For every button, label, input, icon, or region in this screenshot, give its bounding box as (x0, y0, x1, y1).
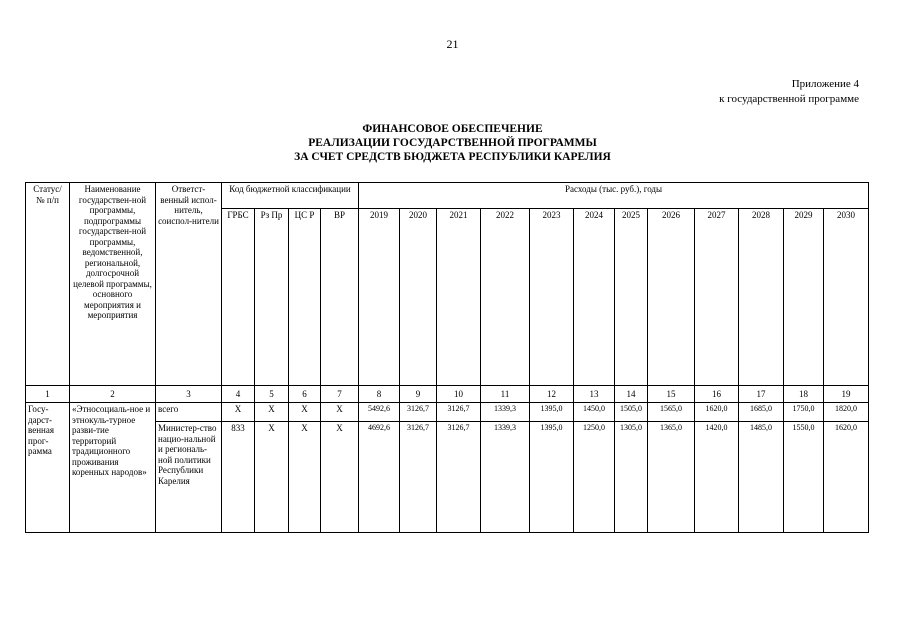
grbs-cell: 833 (222, 422, 255, 533)
vr-cell: X (321, 422, 359, 533)
value-cell: 1420,0 (695, 422, 739, 533)
value-cell: 1485,0 (739, 422, 784, 533)
value-cell: 1365,0 (648, 422, 695, 533)
header-year: 2030 (824, 209, 869, 386)
appendix-line-2: к государственной программе (719, 93, 859, 105)
grbs-cell: X (222, 403, 255, 422)
header-expenses: Расходы (тыс. руб.), годы (359, 183, 869, 209)
column-number: 15 (648, 386, 695, 403)
column-number: 13 (574, 386, 615, 403)
column-number: 5 (255, 386, 289, 403)
column-number: 10 (437, 386, 481, 403)
program-name: «Этносоциаль-ное и этнокуль-турное разви-тие территорий традиционного проживания коренных народов» (70, 403, 156, 533)
page-number: 21 (446, 37, 459, 51)
value-cell: 1505,0 (615, 403, 648, 422)
column-number: 7 (321, 386, 359, 403)
value-cell: 1395,0 (530, 422, 574, 533)
value-cell: 3126,7 (400, 422, 437, 533)
title-line-3: ЗА СЧЕТ СРЕДСТВ БЮДЖЕТА РЕСПУБЛИКИ КАРЕЛИЯ (294, 151, 611, 163)
csr-cell: X (289, 403, 321, 422)
vr-cell: X (321, 403, 359, 422)
header-year: 2023 (530, 209, 574, 386)
column-number: 9 (400, 386, 437, 403)
header-name: Наименование государствен-ной программы, подпрограммы государствен-ной программы, ведомственной, региональной, долгосрочной целевой программы, основного мероприятия и мероприятия (70, 183, 156, 386)
column-number: 8 (359, 386, 400, 403)
value-cell: 1750,0 (784, 403, 824, 422)
value-cell: 1339,3 (481, 422, 530, 533)
document-title (0, 122, 905, 164)
header-year: 2028 (739, 209, 784, 386)
header-year: 2025 (615, 209, 648, 386)
header-rzpr: Рз Пр (255, 209, 289, 386)
title-line-1: ФИНАНСОВОЕ ОБЕСПЕЧЕНИЕ (362, 123, 543, 135)
column-number: 16 (695, 386, 739, 403)
header-status: Статус/ № п/п (26, 183, 70, 386)
value-cell: 1550,0 (784, 422, 824, 533)
column-number: 11 (481, 386, 530, 403)
value-cell: 1395,0 (530, 403, 574, 422)
header-vr: ВР (321, 209, 359, 386)
header-year: 2022 (481, 209, 530, 386)
column-number: 2 (70, 386, 156, 403)
header-year: 2029 (784, 209, 824, 386)
responsible-cell: всего (156, 403, 222, 422)
header-year: 2021 (437, 209, 481, 386)
header-grbs: ГРБС (222, 209, 255, 386)
column-number: 4 (222, 386, 255, 403)
value-cell: 1685,0 (739, 403, 784, 422)
value-cell: 1339,3 (481, 403, 530, 422)
value-cell: 5492,6 (359, 403, 400, 422)
header-year: 2026 (648, 209, 695, 386)
value-cell: 1620,0 (695, 403, 739, 422)
rzpr-cell: X (255, 403, 289, 422)
header-year: 2020 (400, 209, 437, 386)
header-budget-code: Код бюджетной классификации (222, 183, 359, 209)
value-cell: 3126,7 (437, 403, 481, 422)
value-cell: 3126,7 (400, 403, 437, 422)
value-cell: 1250,0 (574, 422, 615, 533)
column-number: 18 (784, 386, 824, 403)
value-cell: 1620,0 (824, 422, 869, 533)
program-status: Госу-дарст-венная прог-рамма (26, 403, 70, 533)
csr-cell: X (289, 422, 321, 533)
header-responsible: Ответст-венный испол-нитель, соиспол-нители (156, 183, 222, 386)
appendix-note (719, 77, 859, 107)
column-number: 14 (615, 386, 648, 403)
value-cell: 3126,7 (437, 422, 481, 533)
column-number: 19 (824, 386, 869, 403)
column-number: 1 (26, 386, 70, 403)
header-year: 2027 (695, 209, 739, 386)
value-cell: 4692,6 (359, 422, 400, 533)
value-cell: 1305,0 (615, 422, 648, 533)
header-csr: ЦС Р (289, 209, 321, 386)
column-number-row (26, 386, 869, 403)
value-cell: 1450,0 (574, 403, 615, 422)
header-row-1 (26, 183, 869, 209)
header-year: 2024 (574, 209, 615, 386)
responsible-cell: Министер-ство нацио-нальной и региональ-ной политики Республики Карелия (156, 422, 222, 533)
value-cell: 1820,0 (824, 403, 869, 422)
value-cell: 1565,0 (648, 403, 695, 422)
column-number: 6 (289, 386, 321, 403)
appendix-line-1: Приложение 4 (791, 78, 859, 90)
title-line-2: РЕАЛИЗАЦИИ ГОСУДАРСТВЕННОЙ ПРОГРАММЫ (308, 137, 597, 149)
table-row-total (26, 403, 869, 422)
column-number: 17 (739, 386, 784, 403)
rzpr-cell: X (255, 422, 289, 533)
column-number: 12 (530, 386, 574, 403)
financing-table (25, 182, 869, 533)
header-year: 2019 (359, 209, 400, 386)
column-number: 3 (156, 386, 222, 403)
